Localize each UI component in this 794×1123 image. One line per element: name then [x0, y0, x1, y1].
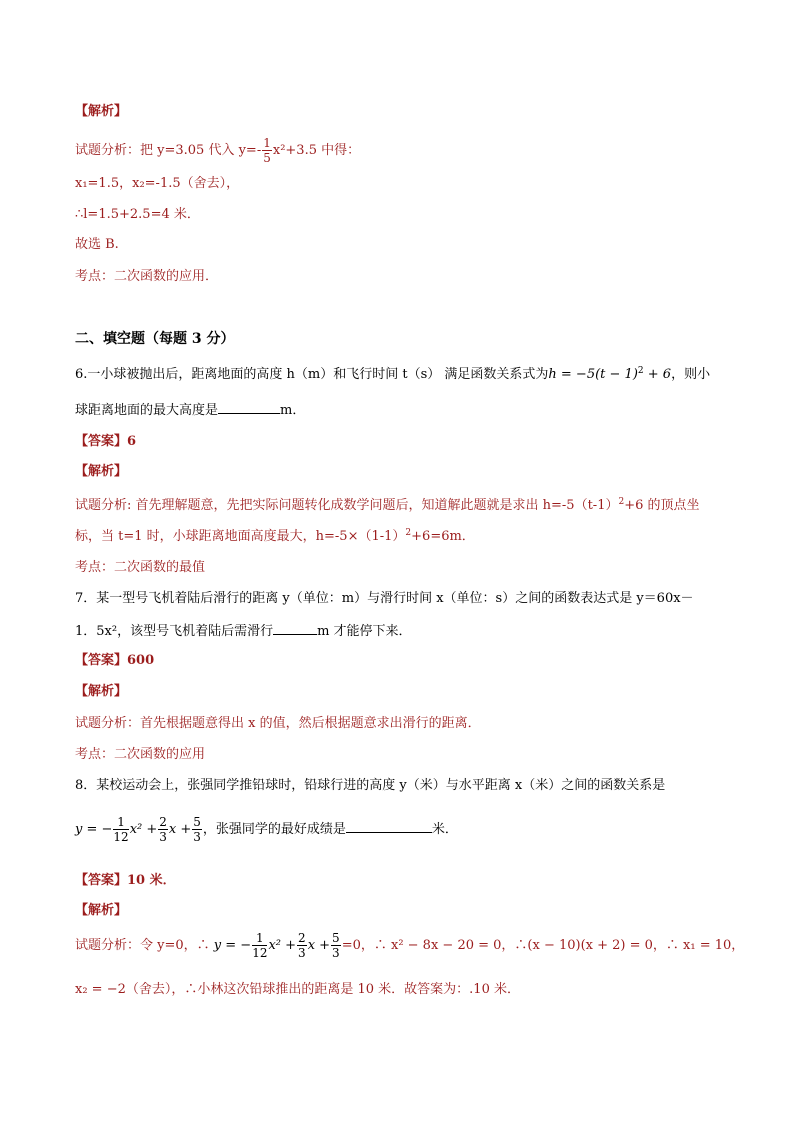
q6-analysis-line1 [75, 497, 700, 516]
q8-frac-2 [158, 815, 168, 844]
q8-a1-f1-num: 1 [252, 931, 267, 946]
q7-stem-c: m 才能停下来． [317, 624, 412, 639]
q6-stem-line2 [75, 400, 305, 420]
q7-analysis-label: 【解析】 [75, 684, 128, 699]
q8-stem-c: 米． [431, 822, 458, 837]
q8-a1-f3-den: 3 [332, 946, 340, 960]
q5-frac-num: 1 [263, 136, 271, 150]
q8-a1-frac-3 [331, 931, 341, 960]
q6-topic: 考点：二次函数的最值 [75, 560, 206, 575]
q6-analysis-2-tail: +6=6m． [411, 529, 475, 544]
q8-f2-den: 3 [159, 830, 167, 844]
q8-a1-f1-den: 12 [252, 946, 268, 960]
q8-blank [346, 819, 432, 833]
q8-a1-x2: x² + [268, 938, 297, 953]
q8-stem-a: 8．某校运动会上，张强同学推铅球时，铅球行进的高度 y（米）与水平距离 x（米）之间的函数关系是 [75, 778, 666, 793]
q8-f-x: x + [168, 822, 192, 837]
q8-f1-den: 12 [113, 830, 129, 844]
q7-topic: 考点：二次函数的应用 [75, 747, 206, 762]
q8-frac-1 [113, 815, 128, 844]
q8-stem-b: ，张强同学的最好成绩是 [202, 822, 346, 837]
q6-stem-a: 6.一小球被抛出后，距离地面的高度 h（m）和飞行时间 t（s） 满足函数关系式为 [75, 367, 549, 382]
q5-analysis-prefix: 试题分析：把 y=3.05 代入 y=- [75, 143, 262, 158]
q5-analysis-label: 【解析】 [75, 104, 128, 119]
q6-answer: 【答案】6 [75, 434, 137, 449]
q8-f3-den: 3 [193, 830, 201, 844]
q6-analysis-1-tail: +6 的顶点坐 [624, 498, 700, 513]
q8-f2-num: 2 [159, 815, 167, 829]
q6-analysis-2: 标，当 t=1 时，小球距离地面高度最大，h=-5×（1-1） [75, 529, 406, 544]
q7-blank [273, 621, 317, 635]
q6-formula-exp: 2 [637, 366, 644, 376]
q8-a1-f2-num: 2 [298, 931, 306, 945]
q8-f3-num: 5 [193, 815, 201, 829]
q6-formula-tail: + 6 [643, 367, 672, 382]
q8-a1-frac-2 [297, 931, 307, 960]
q8-a1-x: x + [307, 938, 331, 953]
q8-a1-eq-tail: =0，∴ x² − 8x − 20 = 0，∴(x − 10)(x + 2) = 0，∴ x₁ = 10， [341, 938, 745, 953]
q5-frac-den: 5 [263, 151, 271, 165]
q7-analysis: 试题分析：首先根据题意得出 x 的值，然后根据题意求出滑行的距离． [75, 716, 481, 731]
q8-analysis-label: 【解析】 [75, 903, 128, 918]
q6-stem-b: ，则小 [671, 367, 711, 382]
q5-roots: x₁=1.5，x₂=-1.5（舍去）， [75, 176, 240, 191]
q6-analysis-line2 [75, 528, 475, 547]
q5-analysis-text [75, 136, 360, 165]
q6-stem-c: 球距离地面的最大高度是 [75, 403, 219, 418]
q7-answer: 【答案】600 [75, 653, 155, 668]
q6-blank [218, 400, 280, 414]
q6-analysis-1-exp: 2 [618, 497, 625, 507]
q8-a1-f2-den: 3 [298, 946, 306, 960]
q5-therefore: ∴l=1.5+2.5=4 米． [75, 207, 200, 222]
q7-stem-b: 1．5x²，该型号飞机着陆后需滑行 [75, 624, 274, 639]
section-heading: 二、填空题（每题 3 分） [75, 331, 235, 347]
q8-frac-3 [192, 815, 202, 844]
q6-analysis-1: 试题分析: 首先理解题意，先把实际问题转化成数学问题后，知道解此题就是求出 h=-5（t-1） [75, 498, 619, 513]
q8-a1-f3-num: 5 [332, 931, 340, 945]
q8-analysis-line1 [75, 931, 744, 960]
q8-f1-num: 1 [113, 815, 128, 830]
q6-formula: h = −5(t − 1) [548, 367, 638, 382]
q8-f-x2: x² + [129, 822, 158, 837]
q8-a1-frac-1 [252, 931, 267, 960]
q8-a1-y: y = − [213, 938, 252, 953]
q7-stem-a: 7．某一型号飞机着陆后滑行的距离 y（单位：m）与滑行时间 x（单位：s）之间的函数表达式是 y＝60x－ [75, 591, 694, 606]
q6-stem-line1 [75, 366, 710, 385]
q8-analysis-line2: x₂ = −2（舍去），∴小林这次铅球推出的距离是 10 米．故答案为：.10 米． [75, 982, 520, 997]
q5-choice: 故选 B. [75, 237, 119, 252]
q8-stem-line2 [75, 815, 458, 844]
q5-topic: 考点：二次函数的应用． [75, 269, 219, 284]
q7-stem-line2 [75, 621, 412, 641]
q5-analysis-suffix: x²+3.5 中得： [272, 143, 361, 158]
q5-fraction [262, 136, 272, 165]
q8-a1-prefix: 试题分析：令 y=0，∴ [75, 938, 210, 953]
q6-analysis-2-exp: 2 [405, 528, 412, 538]
q8-f-y: y = − [75, 822, 113, 837]
q6-analysis-label: 【解析】 [75, 464, 128, 479]
q8-answer: 【答案】10 米． [75, 873, 176, 888]
q6-stem-d: m． [280, 403, 306, 418]
